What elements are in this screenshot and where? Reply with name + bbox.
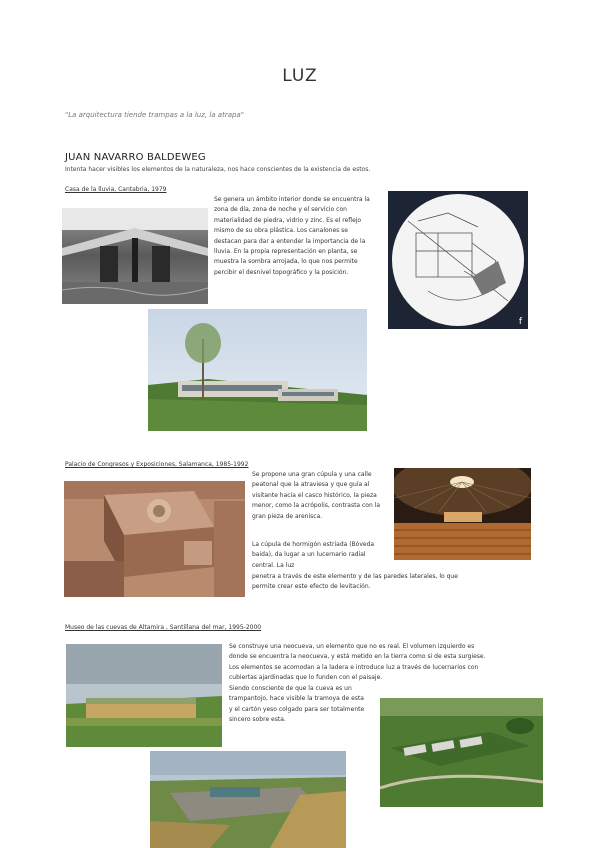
paragraph-altamira-2: Siendo consciente de que la cueva es un trampantojo, hace visible la tramoya de esta y el cartón yeso colgado para ser totalmente sincero sobre esta. [229, 685, 365, 724]
photo-altamira-hillside [66, 644, 222, 747]
plan-drawing-casa-lluvia [388, 191, 528, 329]
paragraph-palacio-2a: La cúpula de hormigón estriada (Bóveda baida), da lugar a un lucernario radial central. La luz [252, 541, 375, 569]
paragraph-palacio-2b: penetra a través de este elemento y de las paredes laterales, lo que permite crear este efecto de levitación. [252, 573, 458, 591]
photo-casa-lluvia-exterior [148, 309, 367, 431]
section-heading-palacio: Palacio de Congresos y Exposiciones, Salamanca, 1985-1992 [65, 461, 249, 468]
photo-altamira-site [150, 751, 346, 848]
paragraph-casa-lluvia: Se genera un ámbito interior donde se encuentra la zona de día, zona de noche y el servicio con materialidad de piedra, vidrio y zinc. Es el reflejo mismo de su obra plástica. Los canalones se destacan para dar a entender la importancia de la lluvia. En la propia representación en planta, se muestra la sombra arrojada, lo que nos permite percibir el desnivel topográfico y la posición. [214, 196, 370, 276]
photo-altamira-aerial [380, 698, 543, 807]
paragraph-palacio-1: Se propone una gran cúpula y una calle peatonal que la atraviesa y que guía al visitante hacia el casco histórico, la pieza menor, como la acrópolis, contrasta con la gran pieza de arenisca. [252, 471, 381, 520]
author-name: JUAN NAVARRO BALDEWEG [65, 152, 206, 163]
paragraph-altamira-1: Se construye una neocueva, un elemento que no es real. El volumen izquierdo es donde se encuentra la neocueva, y está metido en la tierra como si de esta surgiese. Los elementos se acomodan a la ladera e introduce luz a través de lucernarios con cubiertas ajardinadas que lo funden con el paisaje. [229, 643, 486, 682]
section-heading-altamira: Museo de las cuevas de Altamira , Santillana del mar, 1995-2000 [65, 624, 262, 631]
photo-palacio-aerial [64, 481, 245, 597]
photo-palacio-interior [394, 468, 531, 560]
page-title: LUZ [282, 66, 318, 86]
section-heading-casa-lluvia: Casa de la lluvia, Cantabria, 1979 [65, 186, 167, 193]
intro-text: Intenta hacer visibles los elementos de la naturaleza, nos hace conscientes de la existencia de estos. [65, 166, 371, 173]
photo-casa-lluvia-gutters [62, 208, 208, 304]
plan-letter: f [518, 317, 522, 327]
quote: "La arquitectura tiende trampas a la luz, la atrapa" [65, 111, 244, 119]
